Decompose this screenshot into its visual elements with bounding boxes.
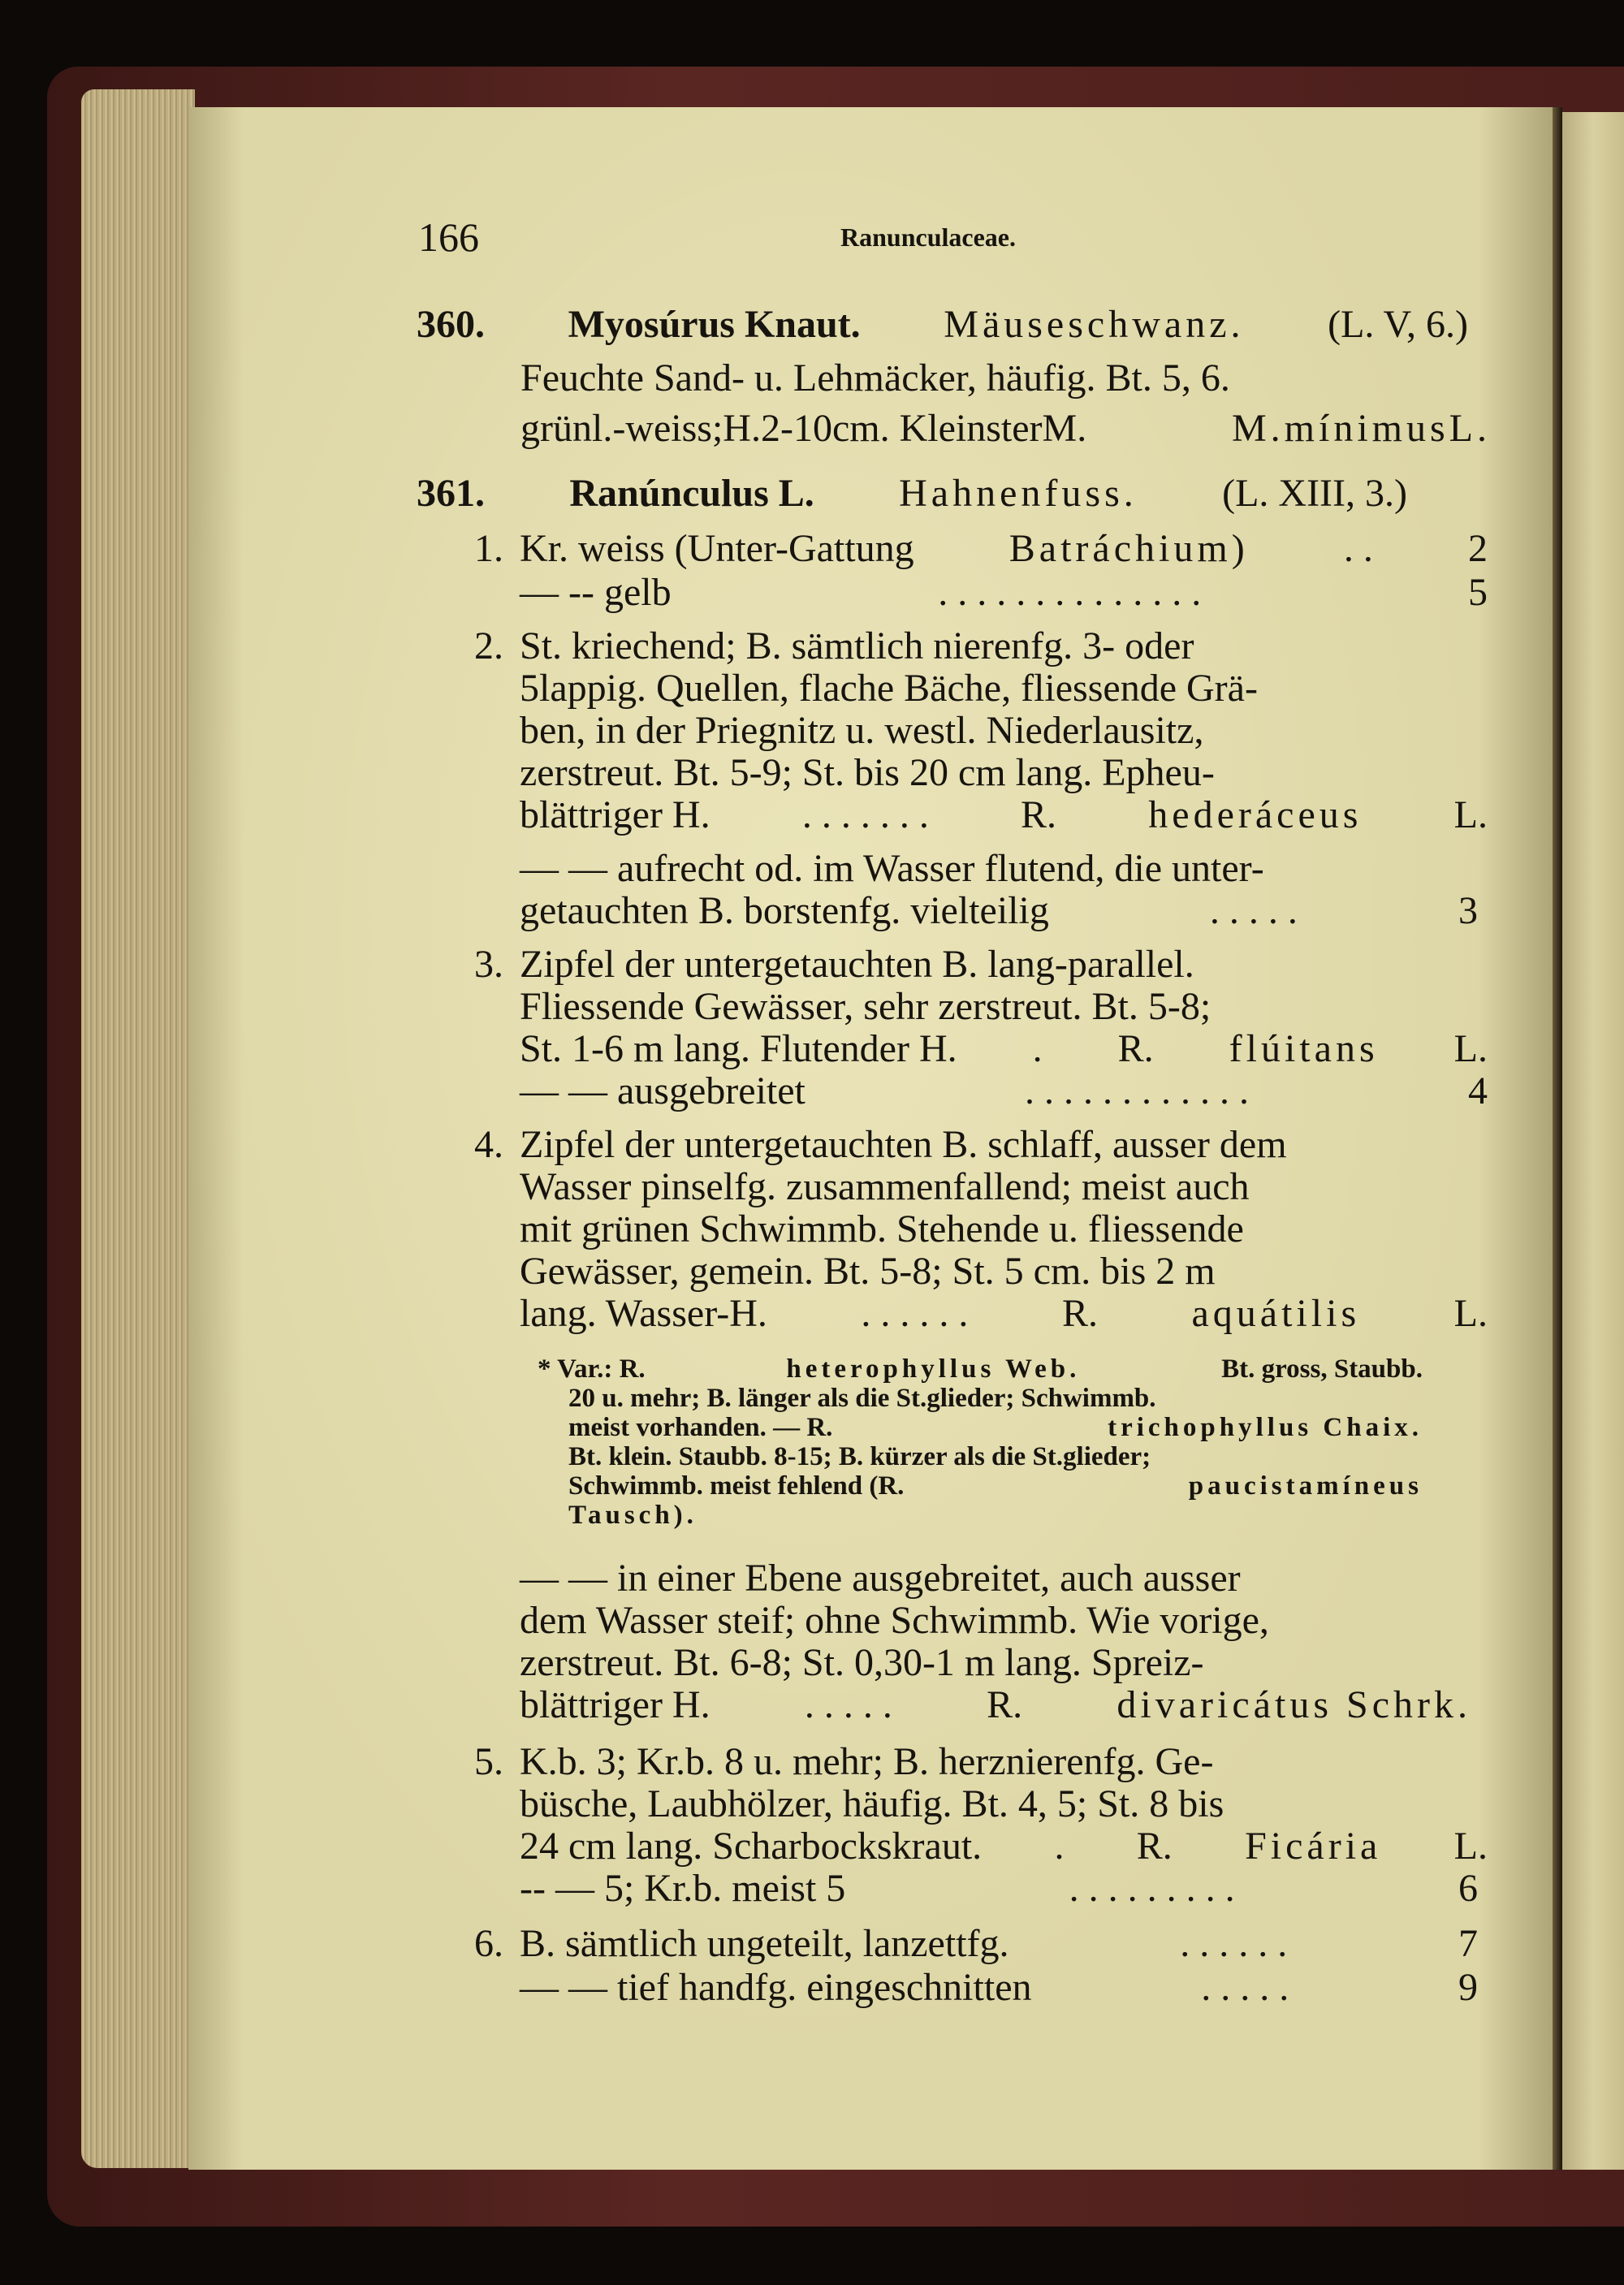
variety-note-line: meist vorhanden. — R. trichophyllus Chaix.: [568, 1413, 1423, 1442]
key-line: getauchten B. borstenfg. vielteilig . . . . . 3: [520, 889, 1478, 932]
linnaean-ref: (L. V, 6.): [1328, 303, 1468, 346]
key-line: 5lappig. Quellen, flache Bäche, fliessende Grä-: [520, 667, 1258, 710]
key-number: 4.: [474, 1123, 503, 1166]
key-number: 5.: [474, 1740, 503, 1783]
key-line: ben, in der Priegnitz u. westl. Niederlausitz,: [520, 709, 1204, 752]
key-number: 2.: [474, 624, 503, 667]
variety-note-line: 20 u. mehr; B. länger als die St.glieder; Schwimmb.: [568, 1384, 1156, 1413]
linnaean-ref: (L. XIII, 3.): [1222, 472, 1407, 515]
key-line: Wasser pinselfg. zusammenfallend; meist auch: [520, 1165, 1250, 1208]
key-line: zerstreut. Bt. 5-9; St. bis 20 cm lang. Epheu-: [520, 751, 1215, 794]
key-line: blättriger H. . . . . . R. divaricátus Schrk.: [520, 1683, 1471, 1726]
common-name: Mäuseschwanz.: [944, 303, 1245, 346]
key-line: mit grünen Schwimmb. Stehende u. fliessende: [520, 1207, 1244, 1250]
key-line: — -- gelb . . . . . . . . . . . . . . 5: [520, 571, 1488, 614]
key-line: St. kriechend; B. sämtlich nierenfg. 3- oder: [520, 624, 1194, 667]
variety-note-line: Bt. klein. Staubb. 8-15; B. kürzer als die St.glieder;: [568, 1442, 1151, 1471]
running-head: Ranunculaceae.: [840, 222, 1016, 252]
genus-360-line: grünl.-weiss;H.2-10cm. KleinsterM. M.mínimusL.: [520, 407, 1491, 450]
key-line: — — tief handfg. eingeschnitten . . . . . 9: [520, 1966, 1478, 2009]
genus-name: Myosúrus Knaut.: [568, 303, 861, 346]
key-line: büsche, Laubhölzer, häufig. Bt. 4, 5; St. 8 bis: [520, 1782, 1224, 1825]
genus-number: 360.: [417, 303, 485, 346]
key-line: St. 1-6 m lang. Flutender H. . R. flúitans L.: [520, 1027, 1488, 1070]
genus-361-heading: [417, 469, 1407, 518]
key-line: lang. Wasser-H. . . . . . . R. aquátilis L.: [520, 1292, 1488, 1335]
variety-note-line: Tausch).: [568, 1501, 698, 1530]
variety-note-line: * Var.: R. heterophyllus Web. Bt. gross, Staubb.: [538, 1354, 1423, 1384]
key-line: — — aufrecht od. im Wasser flutend, die unter-: [520, 847, 1264, 890]
key-line: K.b. 3; Kr.b. 8 u. mehr; B. herznierenfg. Ge-: [520, 1740, 1214, 1783]
key-line: Kr. weiss (Unter-Gattung Batráchium) . . 2: [520, 527, 1488, 570]
common-name: Hahnenfuss.: [899, 472, 1138, 515]
key-line: dem Wasser steif; ohne Schwimmb. Wie vorige,: [520, 1599, 1269, 1642]
key-line: Fliessende Gewässer, sehr zerstreut. Bt. 5-8;: [520, 985, 1212, 1028]
key-line: 24 cm lang. Scharbockskraut. . R. Ficária L.: [520, 1825, 1488, 1868]
key-line: — — ausgebreitet . . . . . . . . . . . . 4: [520, 1069, 1488, 1112]
page-number: 166: [418, 214, 479, 260]
key-line: Gewässer, gemein. Bt. 5-8; St. 5 cm. bis 2 m: [520, 1250, 1216, 1293]
key-line: B. sämtlich ungeteilt, lanzettfg. . . . . . . 7: [520, 1922, 1478, 1965]
key-number: 3.: [474, 943, 503, 986]
genus-name: Ranúnculus L.: [569, 472, 814, 515]
key-number: 6.: [474, 1922, 503, 1965]
key-line: Zipfel der untergetauchten B. lang-parallel.: [520, 943, 1194, 986]
key-line: -- — 5; Kr.b. meist 5 . . . . . . . . . 6: [520, 1867, 1478, 1910]
genus-number: 361.: [417, 472, 485, 515]
key-line: zerstreut. Bt. 6-8; St. 0,30-1 m lang. Spreiz-: [520, 1641, 1204, 1684]
genus-360-heading: [417, 300, 1468, 349]
variety-note-line: Schwimmb. meist fehlend (R. paucistamíneus: [568, 1471, 1423, 1501]
genus-360-line: Feuchte Sand- u. Lehmäcker, häufig. Bt. 5, 6.: [520, 356, 1230, 400]
key-line: — — in einer Ebene ausgebreitet, auch ausser: [520, 1557, 1241, 1600]
key-line: Zipfel der untergetauchten B. schlaff, ausser dem: [520, 1123, 1287, 1166]
key-number: 1.: [474, 527, 503, 570]
key-line: blättriger H. . . . . . . . R. hederáceus L.: [520, 793, 1488, 836]
